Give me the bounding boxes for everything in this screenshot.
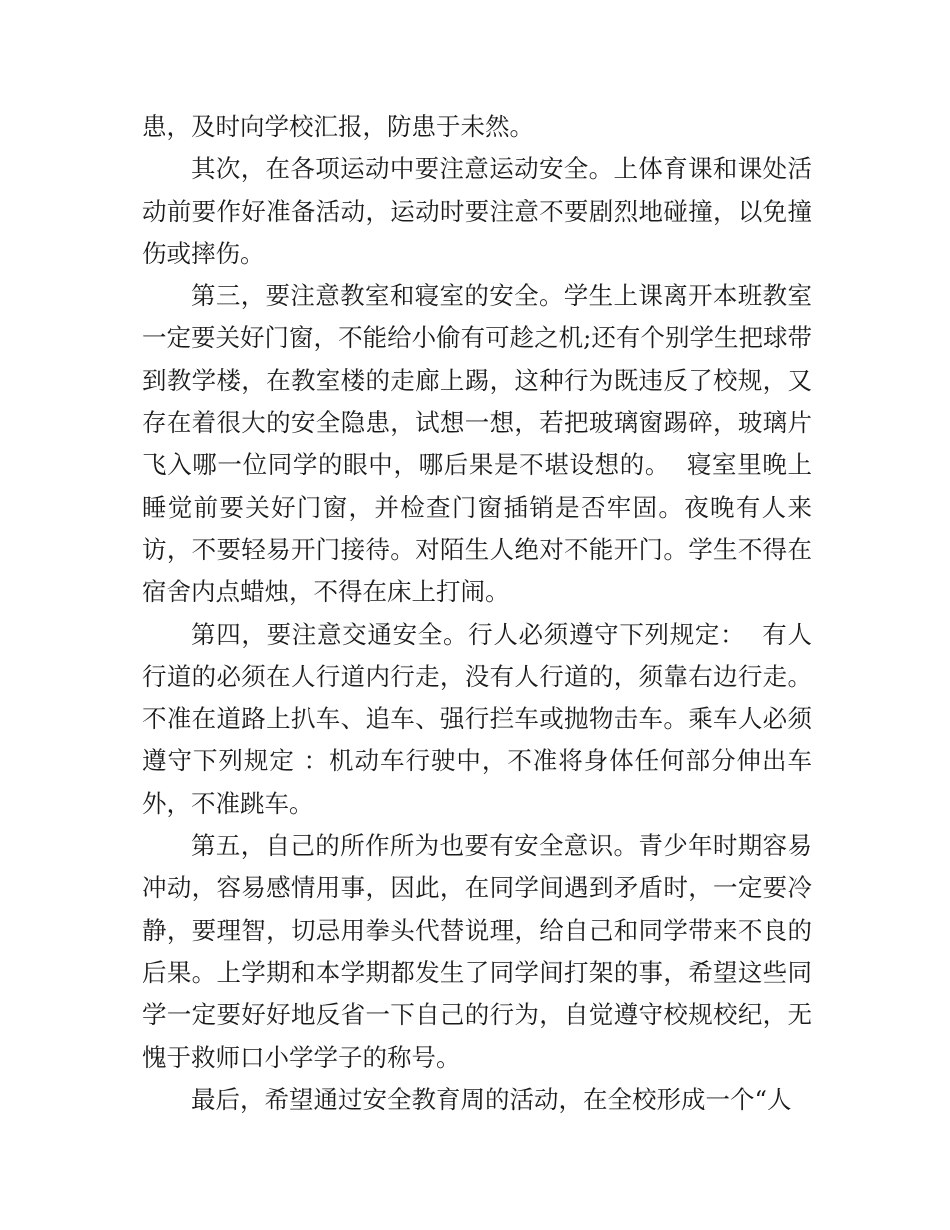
paragraph-personal-conduct: 第五，自己的所作所为也要有安全意识。青少年时期容易冲动，容易感情用事，因此，在同学间遇到矛盾时，一定要冷静，要理智，切忌用拳头代替说理，给自己和同学带来不良的后果。上学期和本学期都发生了同学间打架的事，希望这些同学一定要好好地反省一下自己的行为，自觉遵守校规校纪，无愧于救师口小学学子的称号。 [142, 831, 812, 1072]
paragraph-continuation: 患，及时向学校汇报，防患于未然。 [142, 112, 534, 141]
document-body [142, 106, 812, 1121]
paragraph-sports-safety: 其次，在各项运动中要注意运动安全。上体育课和课处活动前要作好准备活动，运动时要注意不要剧烈地碰撞，以免撞伤或摔伤。 [142, 154, 812, 268]
paragraph-conclusion: 最后，希望通过安全教育周的活动，在全校形成一个“人 [191, 1084, 792, 1114]
paragraph-classroom-dorm-safety: 第三，要注意教室和寝室的安全。学生上课离开本班教室一定要关好门窗，不能给小偷有可趁之机;还有个别学生把球带到教学楼，在教室楼的走廊上踢，这种行为既违反了校规，又存在着很大的安全隐患，试想一想，若把玻璃窗踢碎，玻璃片飞入哪一位同学的眼中，哪后果是不堪设想的。 寝室里晚上睡觉前要关好门窗，并检查门窗插销是否牢固。夜晚有人来访，不要轻易开门接待。对陌生人绝对不能开门。学生不得在宿舍内点蜡烛，不得在床上打闹。 [142, 281, 812, 607]
paragraph-traffic-safety: 第四，要注意交通安全。行人必须遵守下列规定： 有人行道的必须在人行道内行走，没有人行道的，须靠右边行走。不准在道路上扒车、追车、强行拦车或抛物击车。乘车人必须遵守下列规定 ：机动车行驶中，不准将身体任何部分伸出车外，不准跳车。 [142, 619, 812, 818]
